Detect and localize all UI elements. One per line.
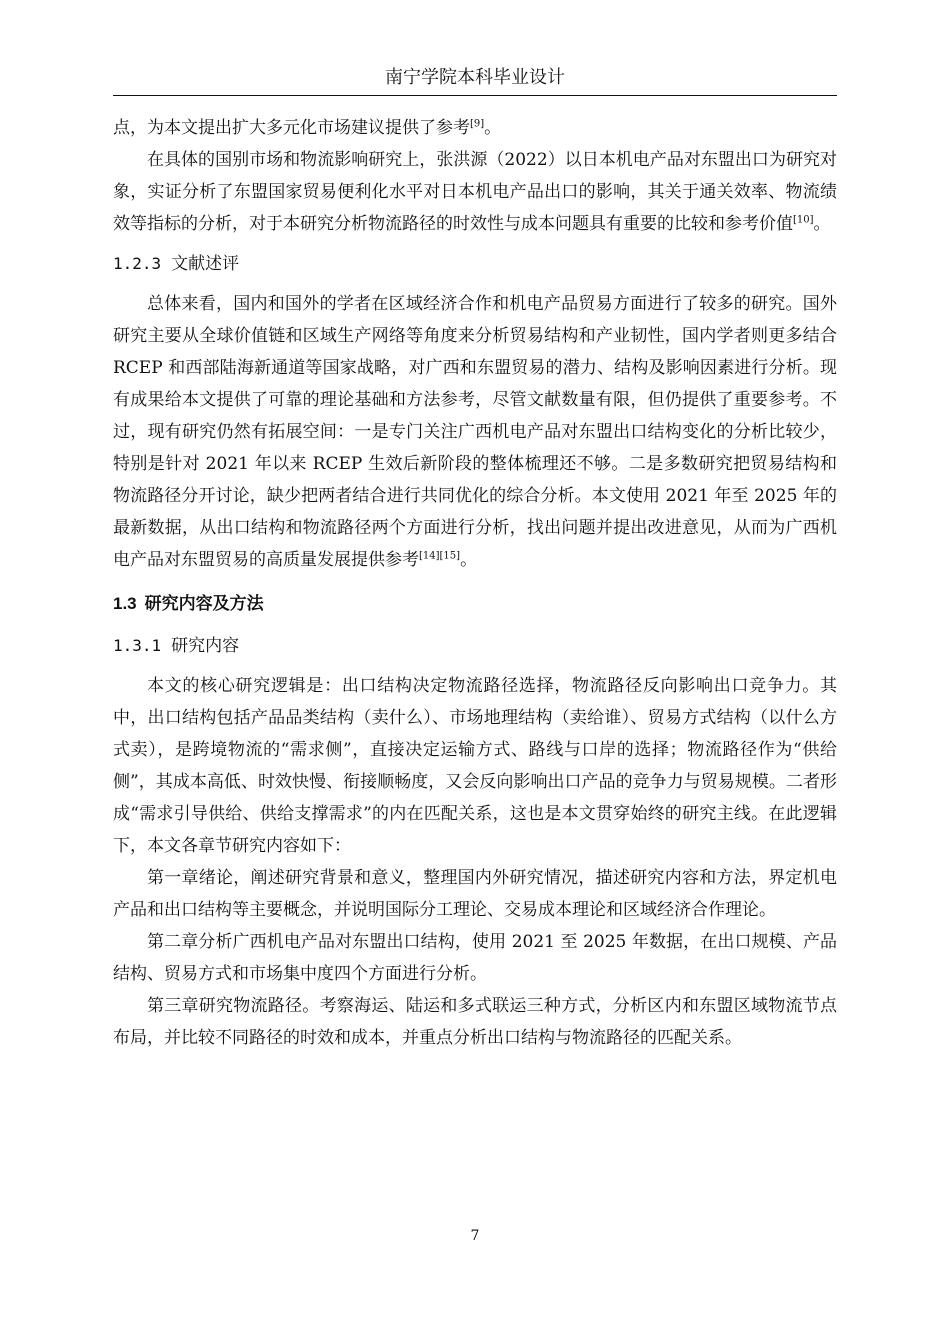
subsection-number: 1.3.1: [113, 636, 162, 655]
paragraph-end: 。: [460, 550, 478, 570]
subsection-title: 文献述评: [171, 254, 240, 274]
page-header: 南宁学院本科毕业设计: [385, 67, 565, 88]
paragraph: [113, 288, 837, 576]
paragraph-text: 在具体的国别市场和物流影响研究上，张洪源（2022）以日本机电产品对东盟出口为研究对象，实证分析了东盟国家贸易便利化水平对日本机电产品出口的影响，其关于通关效率、物流绩效等指标的分析，对于本研究分析物流路径的时效性与成本问题具有重要的比较和参考价值: [113, 150, 837, 234]
section-title: 研究内容及方法: [144, 594, 264, 613]
subsection-number: 1.2.3: [113, 254, 162, 273]
section-heading-1-3: [113, 586, 837, 622]
citation-ref: [14][15]: [419, 550, 461, 562]
subsection-title: 研究内容: [171, 636, 240, 656]
paragraph: 第三章研究物流路径。考察海运、陆运和多式联运三种方式，分析区内和东盟区域物流节点布局，并比较不同路径的时效和成本，并重点分析出口结构与物流路径的匹配关系。: [113, 996, 837, 1048]
section-number: 1.3: [113, 594, 137, 613]
paragraph-end: 。: [813, 214, 831, 234]
header-divider: [113, 95, 837, 96]
paragraph: 第二章分析广西机电产品对东盟出口结构，使用 2021 至 2025 年数据，在出口规模、产品结构、贸易方式和市场集中度四个方面进行分析。: [113, 932, 837, 984]
paragraph-end: 。: [484, 118, 502, 138]
citation-ref: [10]: [793, 214, 814, 226]
subsection-heading-1-3-1: [113, 628, 837, 664]
page-body: [113, 112, 837, 1054]
paragraph: 第一章绪论，阐述研究背景和意义，整理国内外研究情况，描述研究内容和方法，界定机电产品和出口结构等主要概念，并说明国际分工理论、交易成本理论和区域经济合作理论。: [113, 868, 837, 920]
paragraph-text: 点，为本文提出扩大多元化市场建议提供了参考: [113, 118, 470, 138]
paragraph-text: 总体来看，国内和国外的学者在区域经济合作和机电产品贸易方面进行了较多的研究。国外研究主要从全球价值链和区域生产网络等角度来分析贸易结构和产业韧性，国内学者则更多结合 RCEP 和西部陆海新通道等国家战略，对广西和东盟贸易的潜力、结构及影响因素进行分析。现有成果给本文提供了可靠的理论基础和方法参考，尽管文献数量有限，但仍提供了重要参考。不过，现有研究仍然有拓展空间：一是专门关注广西机电产品对东盟出口结构变化的分析比较少，特别是针对 2021 年以来 RCEP 生效后新阶段的整体梳理还不够。二是多数研究把贸易结构和物流路径分开讨论，缺少把两者结合进行共同优化的综合分析。本文使用 2021 年至 2025 年的最新数据，从出口结构和物流路径两个方面进行分析，找出问题并提出改进意见，从而为广西机电产品对东盟贸易的高质量发展提供参考: [113, 294, 837, 570]
paragraph: [113, 144, 837, 240]
page-number: 7: [470, 1228, 480, 1244]
subsection-heading-1-2-3: [113, 246, 837, 282]
citation-ref: [9]: [470, 118, 485, 130]
paragraph: [113, 112, 837, 144]
paragraph: 本文的核心研究逻辑是：出口结构决定物流路径选择，物流路径反向影响出口竞争力。其中，出口结构包括产品品类结构（卖什么）、市场地理结构（卖给谁）、贸易方式结构（以什么方式卖），是跨境物流的“需求侧”，直接决定运输方式、路线与口岸的选择；物流路径作为“供给侧”，其成本高低、时效快慢、衔接顺畅度，又会反向影响出口产品的竞争力与贸易规模。二者形成“需求引导供给、供给支撑需求”的内在匹配关系，这也是本文贯穿始终的研究主线。在此逻辑下，本文各章节研究内容如下：: [113, 676, 837, 856]
